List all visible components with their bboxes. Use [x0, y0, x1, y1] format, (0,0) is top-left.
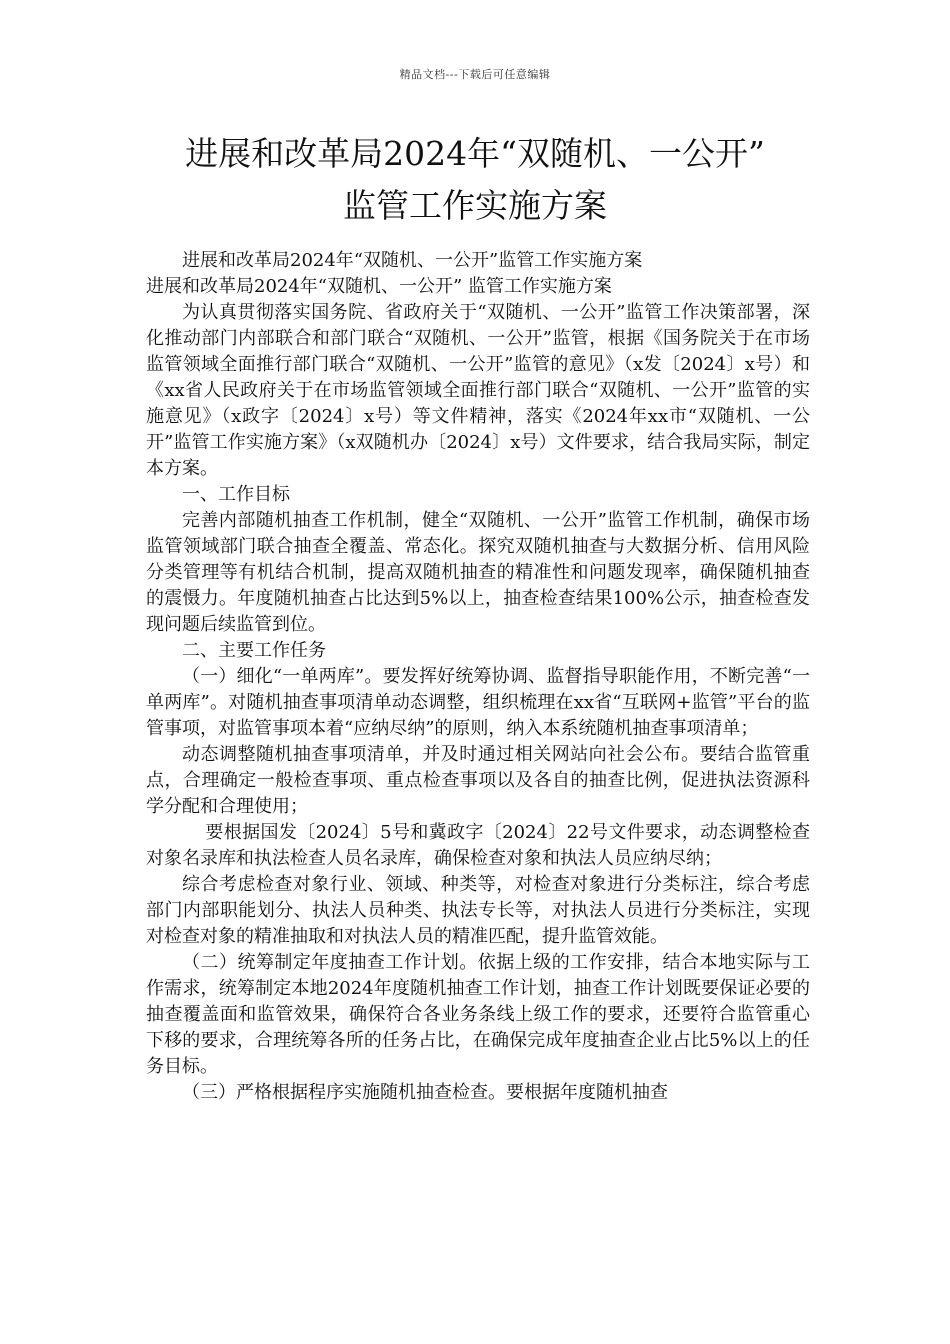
title-line-2: 监管工作实施方案: [343, 186, 607, 225]
paragraph: 要根据国发〔2024〕5号和冀政字〔2024〕22号文件要求，动态调整检查对象名录库和执法检查人员名录库，确保检查对象和执法人员应纳尽纳；: [146, 822, 810, 869]
paragraph: （一）细化“一单两库”。要发挥好统筹协调、监督指导职能作用，不断完善“一单两库”。对随机抽查事项清单动态调整，组织梳理在xx省“互联网+监管”平台的监管事项，对监管事项本着“应纳尽纳”的原则，纳入本系统随机抽查事项清单；: [146, 666, 810, 739]
document-body: [146, 248, 810, 1106]
paragraph: 完善内部随机抽查工作机制，健全“双随机、一公开”监管工作机制，确保市场监管领域部门联合抽查全覆盖、常态化。探究双随机抽查与大数据分析、信用风险分类管理等有机结合机制，提高双随机抽查的精准性和问题发现率，确保随机抽查的震慑力。年度随机抽查占比达到5%以上，抽查检查结果100%公示，抽查检查发现问题后续监管到位。: [146, 510, 810, 635]
paragraph: 动态调整随机抽查事项清单，并及时通过相关网站向社会公布。要结合监管重点，合理确定一般检查事项、重点检查事项以及各自的抽查比例，促进执法资源科学分配和合理使用；: [146, 744, 810, 817]
title-line-1: 进展和改革局2024年“双随机、一公开”: [185, 134, 765, 173]
paragraph: （三）严格根据程序实施随机抽查检查。要根据年度随机抽查: [182, 1082, 668, 1103]
page-title: [100, 128, 850, 232]
paragraph: 综合考虑检查对象行业、领域、种类等，对检查对象进行分类标注，综合考虑部门内部职能划分、执法人员种类、执法专长等，对执法人员进行分类标注，实现对检查对象的精准抽取和对执法人员的精准匹配，提升监管效能。: [146, 874, 810, 947]
header-note: 精品文档---下载后可任意编辑: [399, 68, 551, 81]
paragraph: 进展和改革局2024年“双随机、一公开”监管工作实施方案: [182, 250, 643, 271]
paragraph: 为认真贯彻落实国务院、省政府关于“双随机、一公开”监管工作决策部署，深化推动部门内部联合和部门联合“双随机、一公开”监管，根据《国务院关于在市场监管领域全面推行部门联合“双随机、一公开”监管的意见》（x发〔2024〕x号）和《xx省人民政府关于在市场监管领域全面推行部门联合“双随机、一公开”监管的实施意见》（x政字〔2024〕x号）等文件精神，落实《2024年xx市“双随机、一公开”监管工作实施方案》（x双随机办〔2024〕x号）文件要求，结合我局实际，制定本方案。: [146, 302, 810, 479]
paragraph: 进展和改革局2024年“双随机、一公开” 监管工作实施方案: [146, 276, 612, 297]
section-heading: 二、主要工作任务: [182, 640, 326, 661]
paragraph: （二）统筹制定年度抽查工作计划。依据上级的工作安排，结合本地实际与工作需求，统筹制定本地2024年度随机抽查工作计划，抽查工作计划既要保证必要的抽查覆盖面和监管效果，确保符合各业务条线上级工作的要求，还要符合监管重心下移的要求，合理统筹各所的任务占比，在确保完成年度抽查企业占比5%以上的任务目标。: [146, 952, 810, 1077]
section-heading: 一、工作目标: [182, 484, 290, 505]
